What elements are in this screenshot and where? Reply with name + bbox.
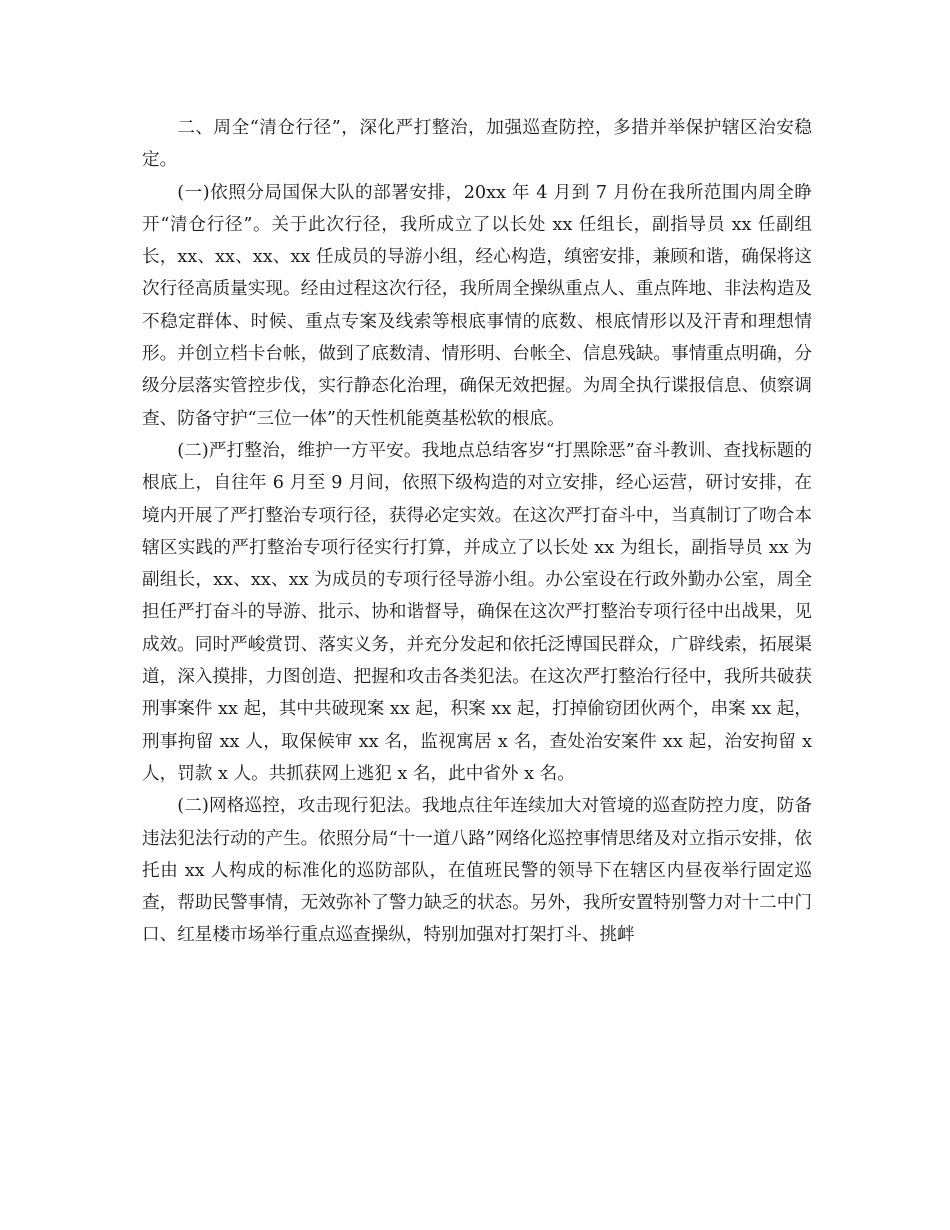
paragraph-clearance-operation: (一)依照分局国保大队的部署安排，20xx 年 4 月到 7 月份在我所范围内周全睁开“清仓行径”。关于此次行径，我所成立了以长处 xx 任组长，副指导员 xx 任副组长，xx、xx、xx、xx 任成员的导游小组，经心构造，缜密安排，兼顾和谐，确保将这次行径高质量实现。经由过程这次行径，我所周全操纵重点人、重点阵地、非法构造及不稳定群体、时候、重点专案及线索等根底事情的底数、根底情形以及汗青和理想情形。并创立档卡台帐，做到了底数清、情形明、台帐全、信息残缺。事情重点明确，分级分层落实管控步伐，实行静态化治理，确保无效把握。为周全执行谍报信息、侦察调查、防备守护“三位一体”的天性机能奠基松软的根底。 (142, 182, 812, 429)
paragraph-strike-hard-campaign: (二)严打整治，维护一方平安。我地点总结客岁“打黑除恶”奋斗教训、查找标题的根底上，自往年 6 月至 9 月间，依照下级构造的对立安排，经心运营，研讨安排，在境内开展了严打整治专项行径，获得必定实效。在这次严打奋斗中，当真制订了吻合本辖区实践的严打整治专项行径实行打算，并成立了以长处 xx 为组长，副指导员 xx 为副组长，xx、xx、xx 为成员的专项行径导游小组。办公室设在行政外勤办公室，周全担任严打奋斗的导游、批示、协和谐督导，确保在这次严打整治专项行径中出战果，见成效。同时严峻赏罚、落实义务，并充分发起和依托泛博国民群众，广辟线索，拓展渠道，深入摸排，力图创造、把握和攻击各类犯法。在这次严打整治行径中，我所共破获刑事案件 xx 起，其中共破现案 xx 起，积案 xx 起，打掉偷窃团伙两个，串案 xx 起，刑事拘留 xx 人，取保候审 xx 名，监视寓居 x 名，查处治安案件 xx 起，治安拘留 x 人，罚款 x 人。共抓获网上逃犯 x 名，此中省外 x 名。 (142, 440, 812, 784)
paragraph-section-heading: 二、周全“清仓行径”，深化严打整治，加强巡查防控，多措并举保护辖区治安稳定。 (142, 118, 812, 171)
document-body (142, 112, 812, 952)
paragraph-grid-patrol: (二)网格巡控，攻击现行犯法。我地点往年连续加大对管境的巡查防控力度，防备违法犯法行动的产生。依照分局“十一道八路”网络化巡控事情思绪及对立指示安排，依托由 xx 人构成的标准化的巡防部队，在值班民警的领导下在辖区内昼夜举行固定巡查，帮助民警事情，无效弥补了警力缺乏的状态。另外，我所安置特别警力对十二中门口、红星楼市场举行重点巡查操纵，特别加强对打架打斗、挑衅 (142, 796, 812, 946)
